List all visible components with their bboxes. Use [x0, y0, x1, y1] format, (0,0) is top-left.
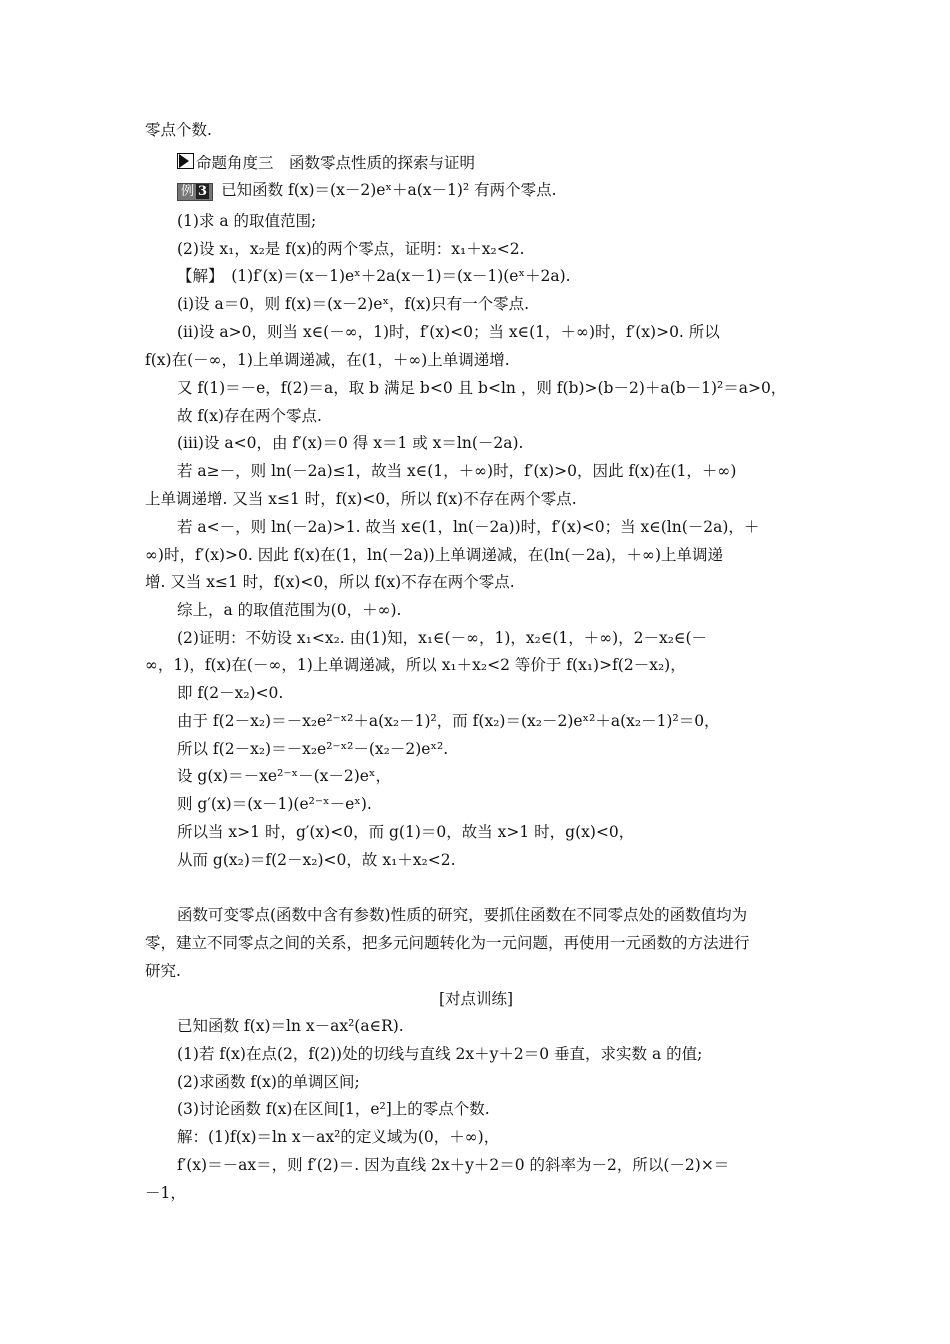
text-line: ∞)时，f′(x)>0. 因此 f(x)在(1，ln(－2a))上单调递减，在(ln(－2a)，＋∞)上单调递 — [145, 546, 723, 564]
text-line: 又 f(1)＝－e，f(2)＝a，取 b 满足 b<0 且 b<ln ，则 f(b)>(b－2)＋a(b－1)²＝a>0， — [177, 379, 787, 397]
text-line: 所以 f(2－x₂)＝－x₂e²⁻ˣ²－(x₂－2)eˣ². — [177, 740, 449, 758]
text-line: 综上，a 的取值范围为(0，＋∞). — [177, 601, 402, 619]
example-statement: 已知函数 f(x)＝(x－2)eˣ＋a(x－1)² 有两个零点. — [221, 181, 557, 199]
text-line: (1)若 f(x)在点(2，f(2))处的切线与直线 2x＋y＋2＝0 垂直，求实数 a 的值; — [177, 1045, 703, 1063]
text-line: －1， — [145, 1184, 186, 1202]
example-number: 3 — [198, 184, 208, 199]
text-line: ∞，1)，f(x)在(－∞，1)上单调递减，所以 x₁＋x₂<2 等价于 f(x₁)>f(2－x₂)， — [145, 656, 686, 674]
text-line: 函数可变零点(函数中含有参数)性质的研究，要抓住函数在不同零点处的函数值均为 — [177, 906, 748, 924]
section-heading — [177, 153, 807, 173]
example-line — [177, 180, 807, 201]
text-line: (3)讨论函数 f(x)在区间[1，e²]上的零点个数. — [177, 1100, 490, 1118]
text-line: 【解】 (1)f′(x)＝(x－1)eˣ＋2a(x－1)＝(x－1)(eˣ＋2a). — [177, 267, 571, 285]
text-line: 若 a≥－，则 ln(－2a)≤1，故当 x∈(1，＋∞)时，f′(x)>0，因此 f(x)在(1，＋∞) — [177, 462, 737, 480]
text-line: 研究. — [145, 962, 181, 980]
text-line: (1)求 a 的取值范围; — [177, 212, 317, 230]
text-line: 设 g(x)＝－xe²⁻ˣ－(x－2)eˣ， — [177, 767, 392, 785]
text-line: 零，建立不同零点之间的关系，把多元问题转化为一元问题，再使用一元函数的方法进行 — [145, 934, 750, 952]
text-line: f(x)在(－∞，1)上单调递减，在(1，＋∞)上单调递增. — [145, 351, 510, 369]
text-line: (ⅱ)设 a>0，则当 x∈(－∞，1)时，f′(x)<0；当 x∈(1，＋∞)时，f′(x)>0. 所以 — [177, 323, 720, 341]
section-heading-text: 命题角度三 函数零点性质的探索与证明 — [196, 154, 476, 172]
text-line: 增. 又当 x≤1 时，f(x)<0，所以 f(x)不存在两个零点. — [145, 573, 515, 591]
play-triangle-icon — [177, 153, 194, 169]
text-line: (2)设 x₁，x₂是 f(x)的两个零点，证明：x₁＋x₂<2. — [177, 240, 525, 258]
text-line: 若 a<－，则 ln(－2a)>1. 故当 x∈(1，ln(－2a))时，f′(x)<0；当 x∈(ln(－2a)，＋ — [177, 518, 760, 536]
text-line: 解：(1)f(x)＝ln x－ax²的定义域为(0，＋∞)， — [177, 1128, 500, 1146]
text-line: 上单调递增. 又当 x≤1 时，f(x)<0，所以 f(x)不存在两个零点. — [145, 490, 577, 508]
text-line: (2)证明：不妨设 x₁<x₂. 由(1)知，x₁∈(－∞，1)，x₂∈(1，＋∞)，2－x₂∈(－ — [177, 629, 708, 647]
text-line: 已知函数 f(x)＝ln x－ax²(a∈R). — [177, 1017, 404, 1035]
section-title: [对点训练] — [438, 990, 514, 1008]
text-line: 由于 f(2－x₂)＝－x₂e²⁻ˣ²＋a(x₂－1)²，而 f(x₂)＝(x₂－2)eˣ²＋a(x₂－1)²＝0， — [177, 712, 720, 730]
example-badge-label: 例 — [181, 184, 195, 199]
text-line: 从而 g(x₂)＝f(2－x₂)<0，故 x₁＋x₂<2. — [177, 851, 456, 869]
text-line: 则 g′(x)＝(x－1)(e²⁻ˣ－eˣ). — [177, 795, 372, 813]
text-line: 故 f(x)存在两个零点. — [177, 407, 322, 425]
text-line: (ⅲ)设 a<0，由 f′(x)＝0 得 x＝1 或 x＝ln(－2a). — [177, 434, 524, 452]
text-line: (ⅰ)设 a＝0，则 f(x)＝(x－2)eˣ，f(x)只有一个零点. — [177, 295, 530, 313]
text-line: 零点个数. — [145, 121, 212, 139]
text-line: f′(x)＝－ax＝，则 f′(2)＝. 因为直线 2x＋y＋2＝0 的斜率为－2，所以(－2)×＝ — [177, 1156, 730, 1174]
text-line: (2)求函数 f(x)的单调区间; — [177, 1073, 360, 1091]
text-line: 所以当 x>1 时，g′(x)<0，而 g(1)＝0，故当 x>1 时，g(x)<0， — [177, 823, 635, 841]
text-line: 即 f(2－x₂)<0. — [177, 684, 284, 702]
example-badge — [177, 183, 213, 201]
